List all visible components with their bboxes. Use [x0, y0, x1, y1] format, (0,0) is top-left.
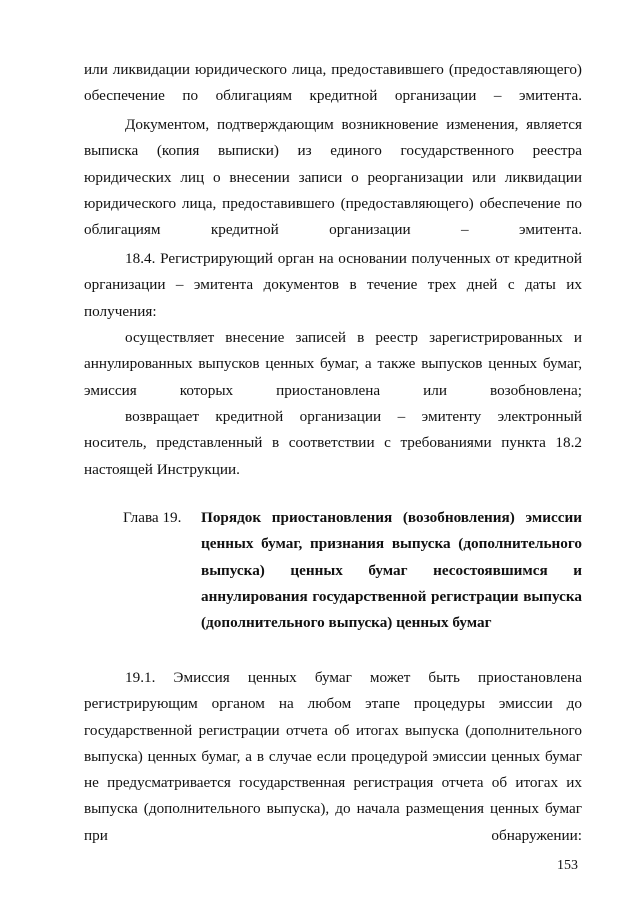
paragraph-19-1: 19.1. Эмиссия ценных бумаг может быть приостановлена регистрирующим органом на любом этапе процедуры эмиссии до государственной регистрации отчета об итогах выпуска (дополнительного выпуска) ценных бумаг, а в случае если процедурой эмиссии ценных бумаг не предусматривается государственная регистрация отчета об итогах их выпуска (дополнительного выпуска), до начала размещения ценных бумаг при обнаружении:: [84, 669, 582, 844]
paragraph-18-4: 18.4. Регистрирующий орган на основании полученных от кредитной организации – эмитента документов в течение трех дней с даты их получения:: [84, 250, 582, 320]
paragraph-liquidation-continuation: или ликвидации юридического лица, предоставившего (предоставляющего) обеспечение по облигациям кредитной организации – эмитента.: [84, 61, 582, 105]
paragraph-return-media: возвращает кредитной организации – эмитенту электронный носитель, представленный в соответствии с требованиями пункта 18.2 настоящей Инструкции.: [84, 408, 582, 478]
page-number: 153: [557, 858, 578, 873]
paragraph-registry-entries: осуществляет внесение записей в реестр зарегистрированных и аннулированных выпусков ценных бумаг, а также выпусков ценных бумаг, эмиссия которых приостановлена или возобновлена;: [84, 329, 582, 399]
paragraph-confirming-document: Документом, подтверждающим возникновение изменения, является выписка (копия выписки) из единого государственного реестра юридических лиц о внесении записи о реорганизации или ликвидации юридического лица, предоставившего (предоставляющего) обеспечение по облигациям кредитной организации – эмитента.: [84, 116, 582, 239]
chapter-label: Глава 19.: [123, 509, 182, 526]
chapter-title: Порядок приостановления (возобновления) эмиссии ценных бумаг, признания выпуска (дополнительного выпуска) ценных бумаг несостоявшимся и аннулирования государственной регистрации выпуска (дополнительного выпуска) ценных бумаг: [201, 509, 582, 632]
